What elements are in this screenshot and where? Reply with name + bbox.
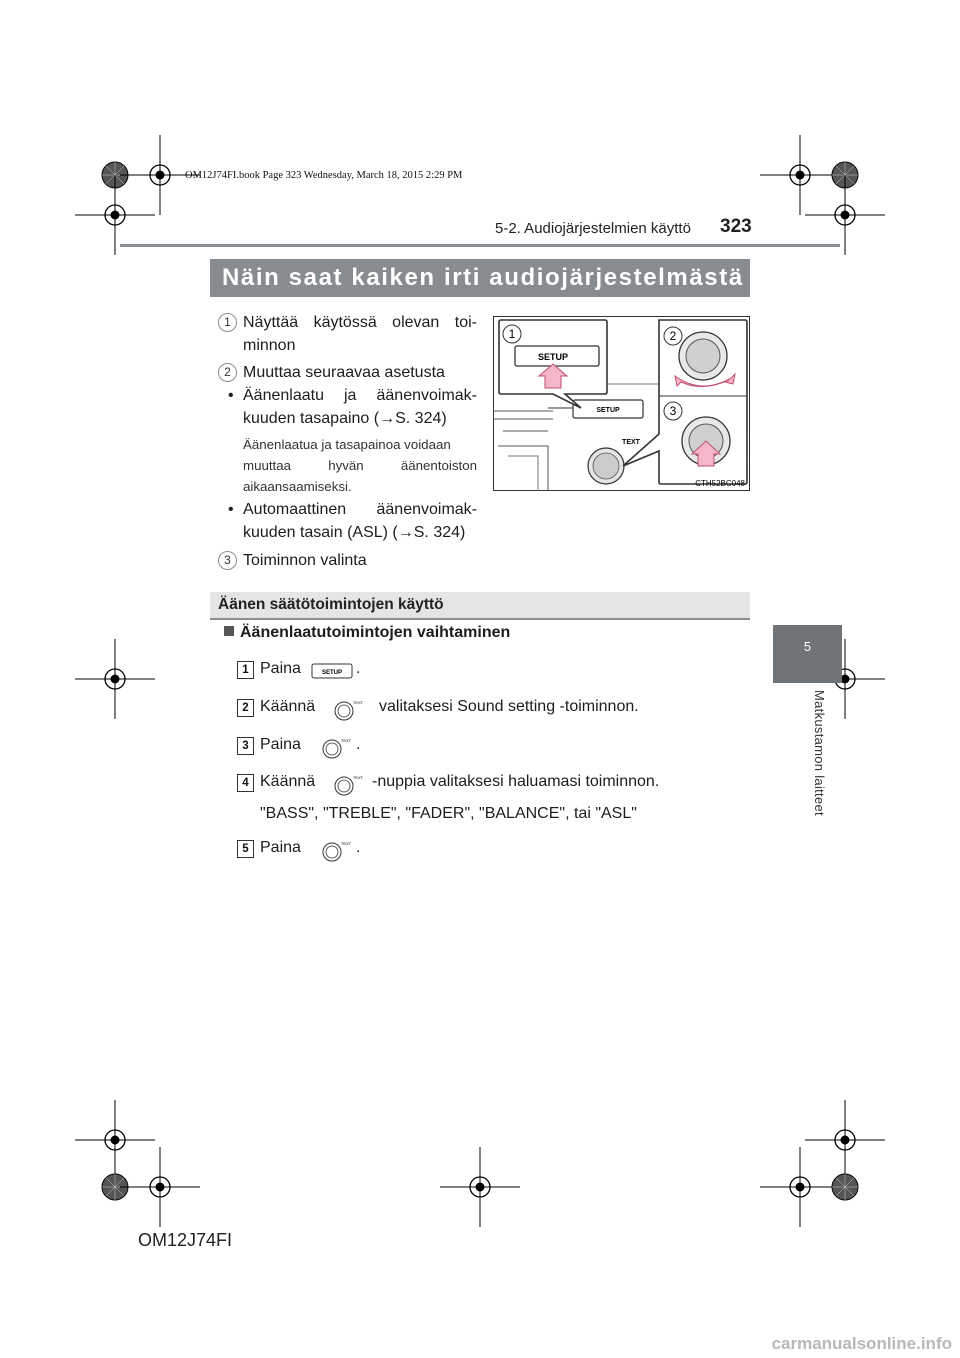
- item-text: Näyttää käytössä olevan toi-: [243, 314, 477, 331]
- step-after: valitaksesi Sound setting -toiminnon.: [379, 698, 639, 715]
- page-title: Näin saat kaiken irti audiojärjestelmästä: [210, 259, 750, 297]
- figure-code: CTH52BC048: [695, 479, 745, 488]
- bullet-text-cont: kuuden tasapaino (→S. 324): [243, 410, 447, 427]
- item-number: 3: [218, 551, 237, 570]
- step-after: -nuppia valitaksesi haluamasi toiminnon.: [372, 773, 660, 790]
- item-text: Muuttaa seuraavaa asetusta: [243, 364, 445, 381]
- step-number: 2: [237, 699, 254, 717]
- svg-text:TEXT: TEXT: [352, 700, 364, 705]
- text-knob-icon: [330, 696, 364, 724]
- callout-2: 2: [669, 329, 677, 343]
- book-stamp: OM12J74FI.book Page 323 Wednesday, March 18, 2015 2:29 PM: [185, 170, 463, 181]
- text-knob-icon: [330, 771, 364, 799]
- step-before: Paina: [260, 660, 301, 677]
- bullet-dot: •: [228, 387, 234, 404]
- bullet-text: Automaattinen äänenvoimak-: [243, 501, 477, 518]
- text-knob-icon: [318, 734, 352, 762]
- step-before: Paina: [260, 839, 301, 856]
- page-number: 323: [720, 216, 752, 237]
- sub-heading: [224, 624, 510, 642]
- bullet-text-cont: kuuden tasain (ASL) (→S. 324): [243, 524, 466, 541]
- text-label: TEXT: [622, 439, 640, 446]
- text-knob-icon: [318, 837, 352, 865]
- svg-text:TEXT: TEXT: [340, 738, 352, 743]
- watermark[interactable]: carmanualsonline.info: [771, 1334, 952, 1353]
- audio-unit-illustration: [493, 316, 750, 491]
- chapter-label: Matkustamon laitteet: [812, 690, 827, 816]
- bullet-dot: •: [228, 501, 234, 518]
- setup-label: SETUP: [537, 352, 569, 362]
- svg-text:TEXT: TEXT: [352, 775, 364, 780]
- step-number: 1: [237, 661, 254, 679]
- svg-text:SETUP: SETUP: [321, 670, 343, 676]
- step-after: .: [356, 736, 361, 753]
- step-after: .: [356, 839, 361, 856]
- step-before: Paina: [260, 736, 301, 753]
- step-number: 4: [237, 774, 254, 792]
- setup-button-icon: [311, 663, 353, 679]
- step-before: Käännä: [260, 698, 316, 715]
- note-text: aikaansaamiseksi.: [243, 479, 352, 494]
- item-number: 2: [218, 363, 237, 382]
- item-text-cont: minnon: [243, 337, 296, 354]
- note-text: Äänenlaatua ja tasapainoa voidaan: [243, 437, 451, 452]
- chapter-tab[interactable]: 5: [773, 625, 842, 683]
- step-options: "BASS", "TREBLE", "FADER", "BALANCE", tai "ASL": [260, 805, 637, 822]
- square-bullet-icon: [224, 626, 234, 636]
- header-rule: [120, 244, 840, 247]
- footer-code: OM12J74FI: [138, 1230, 233, 1250]
- step-before: Käännä: [260, 773, 316, 790]
- step-number: 5: [237, 840, 254, 858]
- setup-label: SETUP: [596, 407, 620, 414]
- step-number: 3: [237, 737, 254, 755]
- bullet-text: Äänenlaatu ja äänenvoimak-: [243, 387, 477, 404]
- section-banner: Äänen säätötoimintojen käyttö: [210, 592, 750, 620]
- section-header: 5-2. Audiojärjestelmien käyttö: [495, 220, 691, 237]
- callout-1: 1: [508, 327, 516, 341]
- callout-3: 3: [669, 404, 677, 418]
- step-after: .: [356, 660, 361, 677]
- item-text: Toiminnon valinta: [243, 552, 367, 569]
- sub-heading-text: Äänenlaatutoimintojen vaihtaminen: [240, 624, 511, 641]
- svg-text:TEXT: TEXT: [340, 841, 352, 846]
- item-number: 1: [218, 313, 237, 332]
- note-text: muuttaa hyvän äänentoiston: [243, 458, 477, 473]
